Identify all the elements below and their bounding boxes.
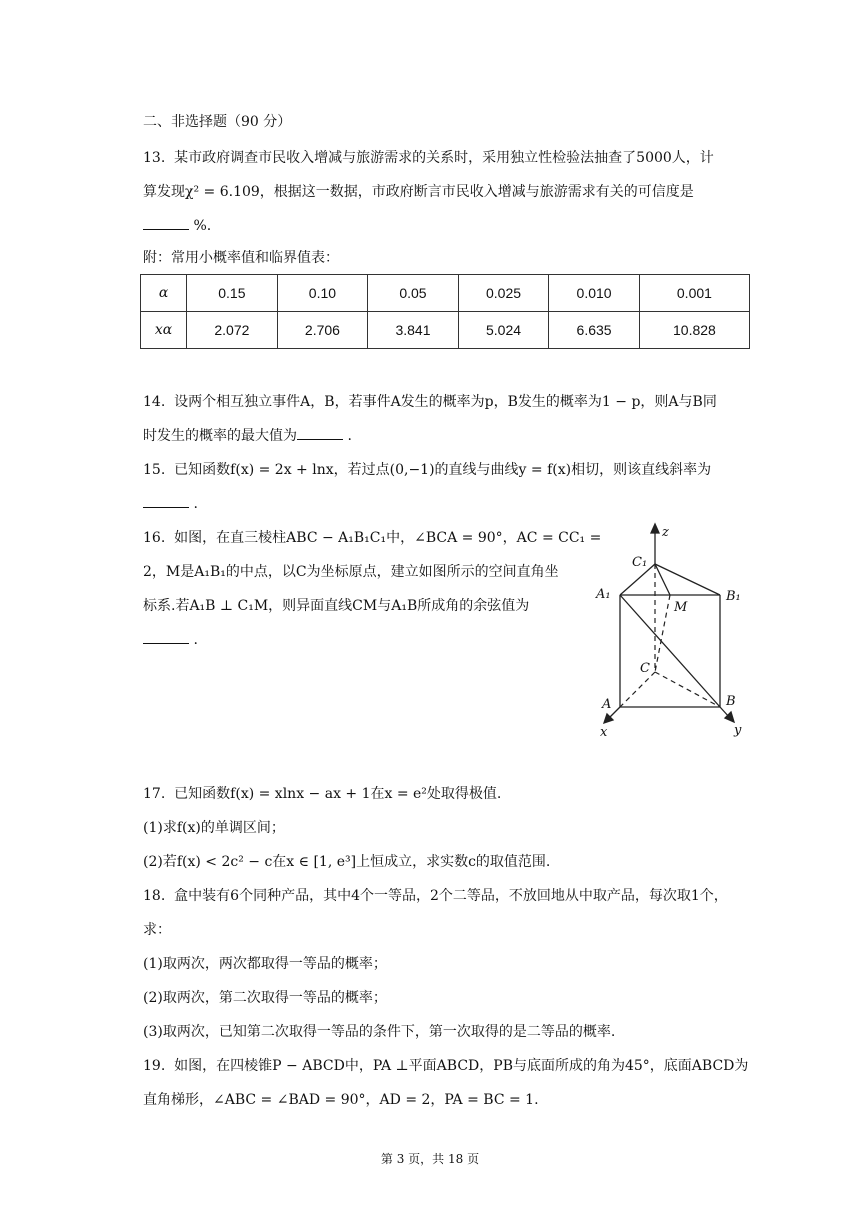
question-text: .	[193, 632, 198, 648]
question-14-line-2	[143, 426, 352, 446]
question-17-line-1	[143, 784, 501, 804]
question-18-line-2: 求：	[143, 922, 171, 938]
question-text: 已知函数f(x) = xlnx − ax + 1在x = e²处取得极值.	[174, 786, 502, 802]
label-c: C	[640, 661, 650, 676]
table-note: 附：常用小概率值和临界值表：	[143, 250, 339, 266]
label-c1: C₁	[632, 555, 648, 570]
question-number: 16.	[143, 530, 166, 546]
question-text: .	[193, 496, 198, 512]
question-number: 14.	[143, 394, 166, 410]
answer-blank[interactable]	[143, 495, 189, 508]
x-axis-label: x	[600, 725, 608, 740]
question-13-line-2: 算发现χ² = 6.109，根据这一数据，市政府断言市民收入增减与旅游需求有关的可信度是	[143, 184, 694, 200]
question-text: %.	[193, 218, 212, 234]
table-cell: 0.025	[458, 275, 549, 312]
question-text: 盒中装有6个同种产品，其中4个一等品，2个二等品，不放回地从中取产品，每次取1个，	[174, 888, 728, 904]
z-axis-label: z	[662, 525, 669, 540]
table-cell: xα	[141, 312, 187, 349]
table-row	[141, 312, 750, 349]
table-cell: 0.05	[368, 275, 459, 312]
table-cell: 6.635	[549, 312, 640, 349]
label-b: B	[726, 694, 736, 709]
question-19-line-2: 直角梯形，∠ABC = ∠BAD = 90°，AD = 2，PA = BC = 1.	[143, 1092, 539, 1108]
table-cell: 0.10	[277, 275, 368, 312]
table-cell: 0.010	[549, 275, 640, 312]
table-cell: 10.828	[639, 312, 749, 349]
table-cell: 5.024	[458, 312, 549, 349]
question-number: 15.	[143, 462, 166, 478]
table-cell: α	[141, 275, 187, 312]
question-text: 如图，在直三棱柱ABC − A₁B₁C₁中，∠BCA = 90°，AC = CC₁ =	[174, 530, 602, 546]
question-number: 18.	[143, 888, 166, 904]
question-text: .	[347, 428, 352, 444]
prism-figure	[590, 522, 750, 742]
label-a1: A₁	[596, 587, 611, 602]
section-title: 二、非选择题（90 分）	[143, 114, 292, 130]
table-cell: 0.15	[187, 275, 278, 312]
question-number: 13.	[143, 150, 166, 166]
answer-blank[interactable]	[143, 631, 189, 644]
table-cell: 2.706	[277, 312, 368, 349]
question-15-line-1	[143, 460, 711, 480]
question-18-part-1: (1)取两次，两次都取得一等品的概率；	[143, 956, 387, 972]
table-row	[141, 275, 750, 312]
question-16-line-2: 2，M是A₁B₁的中点，以C为坐标原点，建立如图所示的空间直角坐	[143, 564, 559, 580]
table-cell: 3.841	[368, 312, 459, 349]
question-number: 19.	[143, 1058, 166, 1074]
question-19-line-1	[143, 1056, 748, 1076]
question-text: 时发生的概率的最大值为	[143, 428, 297, 444]
question-text: 如图，在四棱锥P − ABCD中，PA ⊥平面ABCD，PB与底面所成的角为45°，底面ABCD为	[174, 1058, 749, 1074]
question-number: 17.	[143, 786, 166, 802]
question-14-line-1	[143, 392, 717, 412]
question-text: 某市政府调查市民收入增减与旅游需求的关系时，采用独立性检验法抽查了5000人，计	[174, 150, 714, 166]
label-a: A	[602, 697, 612, 712]
question-18-part-3: (3)取两次，已知第二次取得一等品的条件下，第一次取得的是二等品的概率.	[143, 1024, 616, 1040]
question-17-part-2: (2)若f(x) < 2c² − c在x ∈ [1, e³]上恒成立，求实数c的取值范围.	[143, 854, 551, 870]
table-cell: 2.072	[187, 312, 278, 349]
table-cell: 0.001	[639, 275, 749, 312]
question-13-line-1	[143, 148, 714, 168]
question-15-line-2	[143, 494, 198, 514]
answer-blank[interactable]	[143, 217, 189, 230]
question-text: 已知函数f(x) = 2x + lnx，若过点(0,−1)的直线与曲线y = f(x)相切，则该直线斜率为	[174, 462, 712, 478]
question-text: 设两个相互独立事件A，B，若事件A发生的概率为p，B发生的概率为1 − p，则A与B同	[174, 394, 717, 410]
critical-value-table	[140, 274, 750, 349]
y-axis-label: y	[734, 723, 742, 738]
label-b1: B₁	[726, 589, 741, 604]
answer-blank[interactable]	[297, 427, 343, 440]
question-16-line-3: 标系.若A₁B ⊥ C₁M，则异面直线CM与A₁B所成角的余弦值为	[143, 598, 530, 614]
question-18-line-1	[143, 886, 728, 906]
page-footer: 第 3 页，共 18 页	[380, 1152, 480, 1166]
question-17-part-1: (1)求f(x)的单调区间；	[143, 820, 285, 836]
question-18-part-2: (2)取两次，第二次取得一等品的概率；	[143, 990, 387, 1006]
question-13-line-3	[143, 216, 211, 236]
label-m: M	[674, 600, 688, 615]
question-16-line-4	[143, 630, 198, 650]
question-16-line-1	[143, 528, 601, 548]
